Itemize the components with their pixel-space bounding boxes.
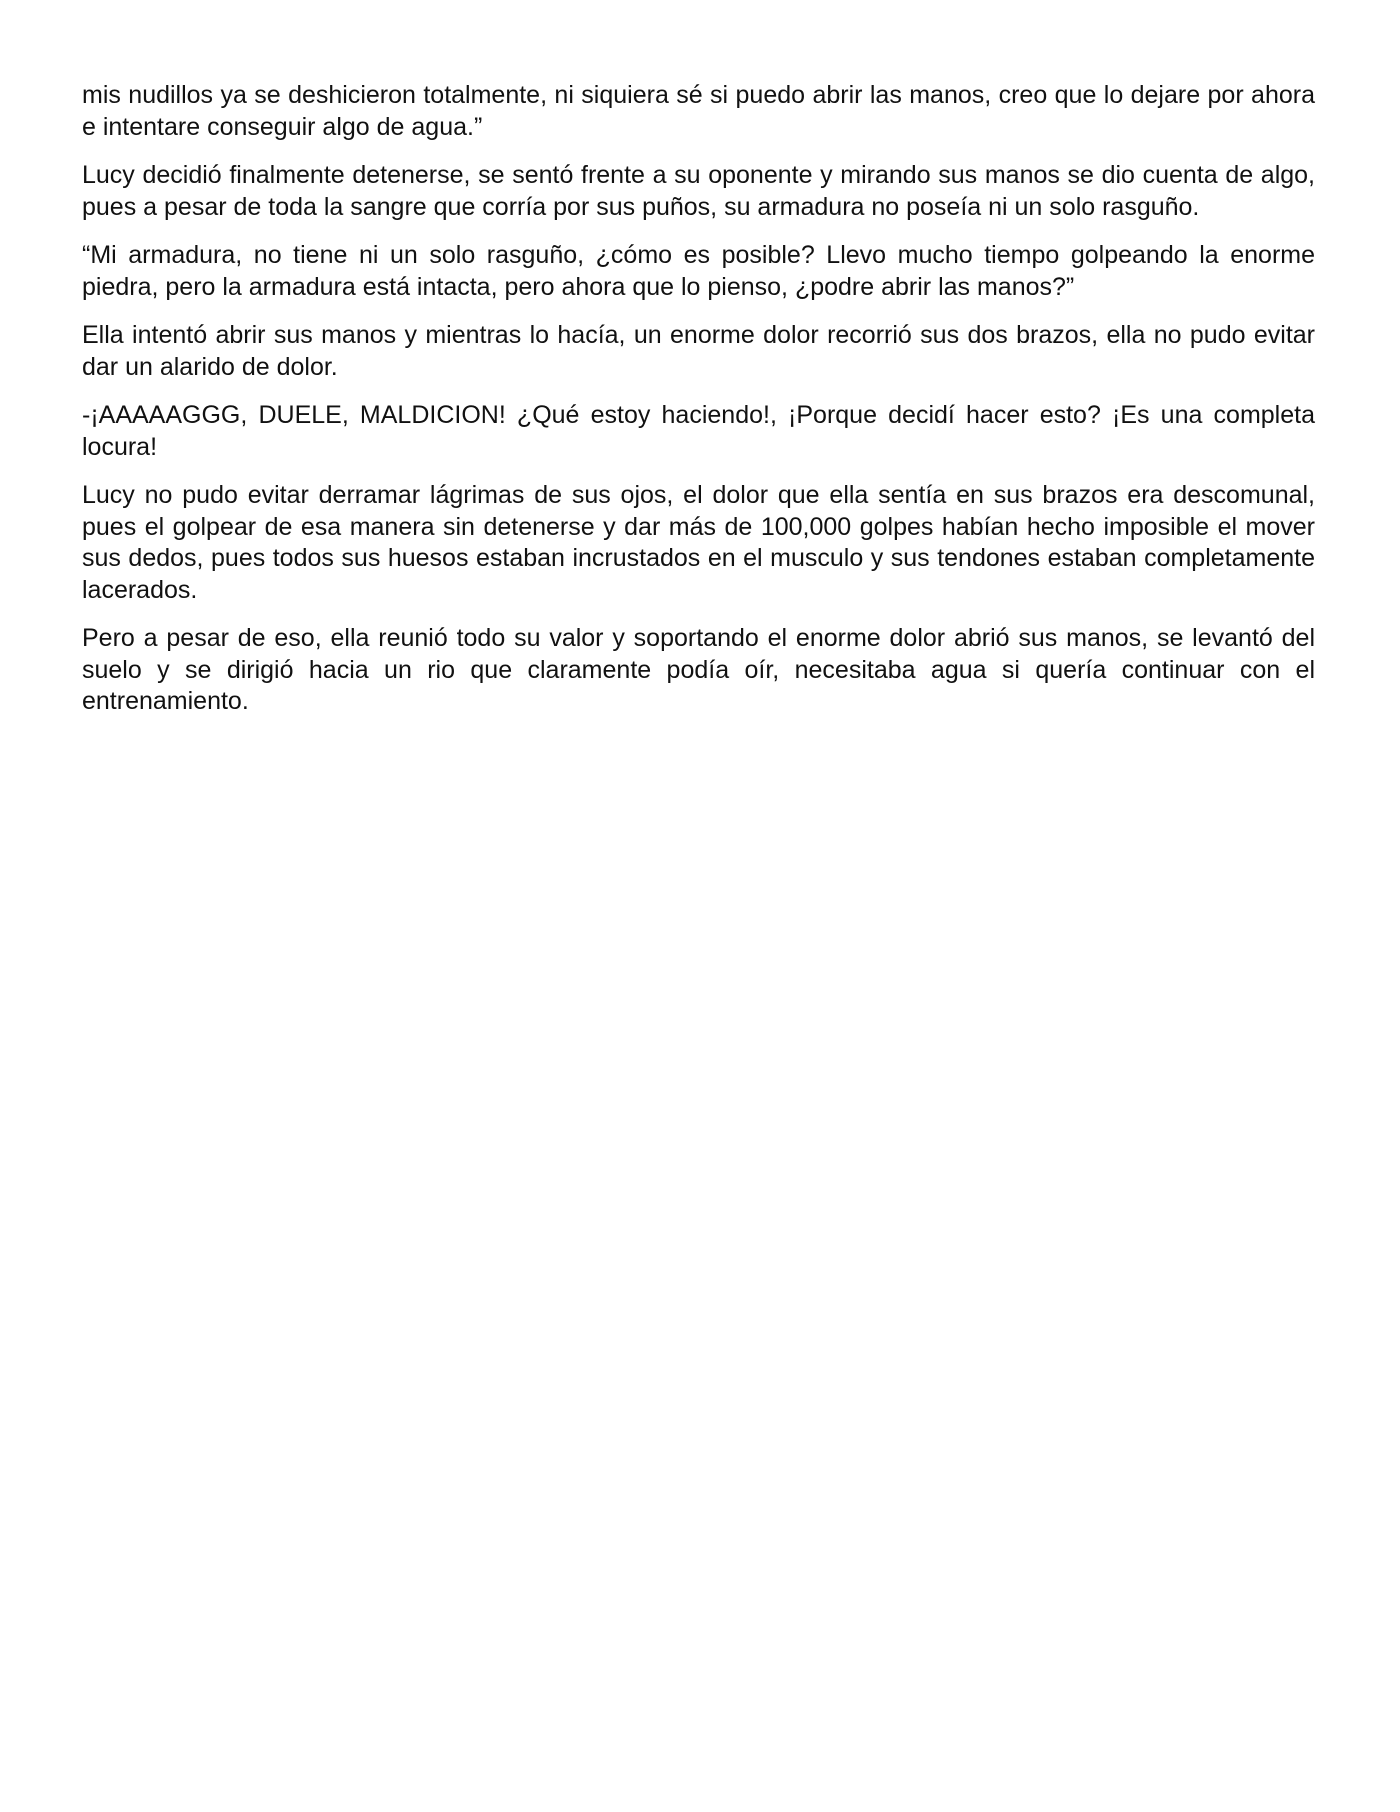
paragraph-3: “Mi armadura, no tiene ni un solo rasguño, ¿cómo es posible? Llevo mucho tiempo golpeando la enorme piedra, pero la armadura está intacta, pero ahora que lo pienso, ¿podre abrir las manos?” bbox=[82, 241, 1315, 301]
paragraph-1: mis nudillos ya se deshicieron totalmente, ni siquiera sé si puedo abrir las manos, creo que lo dejare por ahora e intentare conseguir algo de agua.” bbox=[82, 81, 1315, 141]
document-body bbox=[82, 80, 1315, 735]
paragraph-4: Ella intentó abrir sus manos y mientras lo hacía, un enorme dolor recorrió sus dos brazos, ella no pudo evitar dar un alarido de dolor. bbox=[82, 321, 1315, 381]
paragraph-6: Lucy no pudo evitar derramar lágrimas de sus ojos, el dolor que ella sentía en sus brazos era descomunal, pues el golpear de esa manera sin detenerse y dar más de 100,000 golpes habían hecho imposible el mover sus dedos, pues todos sus huesos estaban incrustados en el musculo y sus tendones estaban completamente lacerados. bbox=[82, 481, 1315, 604]
paragraph-2: Lucy decidió finalmente detenerse, se sentó frente a su oponente y mirando sus manos se dio cuenta de algo, pues a pesar de toda la sangre que corría por sus puños, su armadura no poseía ni un solo rasguño. bbox=[82, 161, 1315, 221]
paragraph-5: -¡AAAAAGGG, DUELE, MALDICION! ¿Qué estoy haciendo!, ¡Porque decidí hacer esto? ¡Es una completa locura! bbox=[82, 401, 1315, 461]
paragraph-7: Pero a pesar de eso, ella reunió todo su valor y soportando el enorme dolor abrió sus manos, se levantó del suelo y se dirigió hacia un rio que claramente podía oír, necesitaba agua si quería continuar con el entrenamiento. bbox=[82, 624, 1315, 715]
